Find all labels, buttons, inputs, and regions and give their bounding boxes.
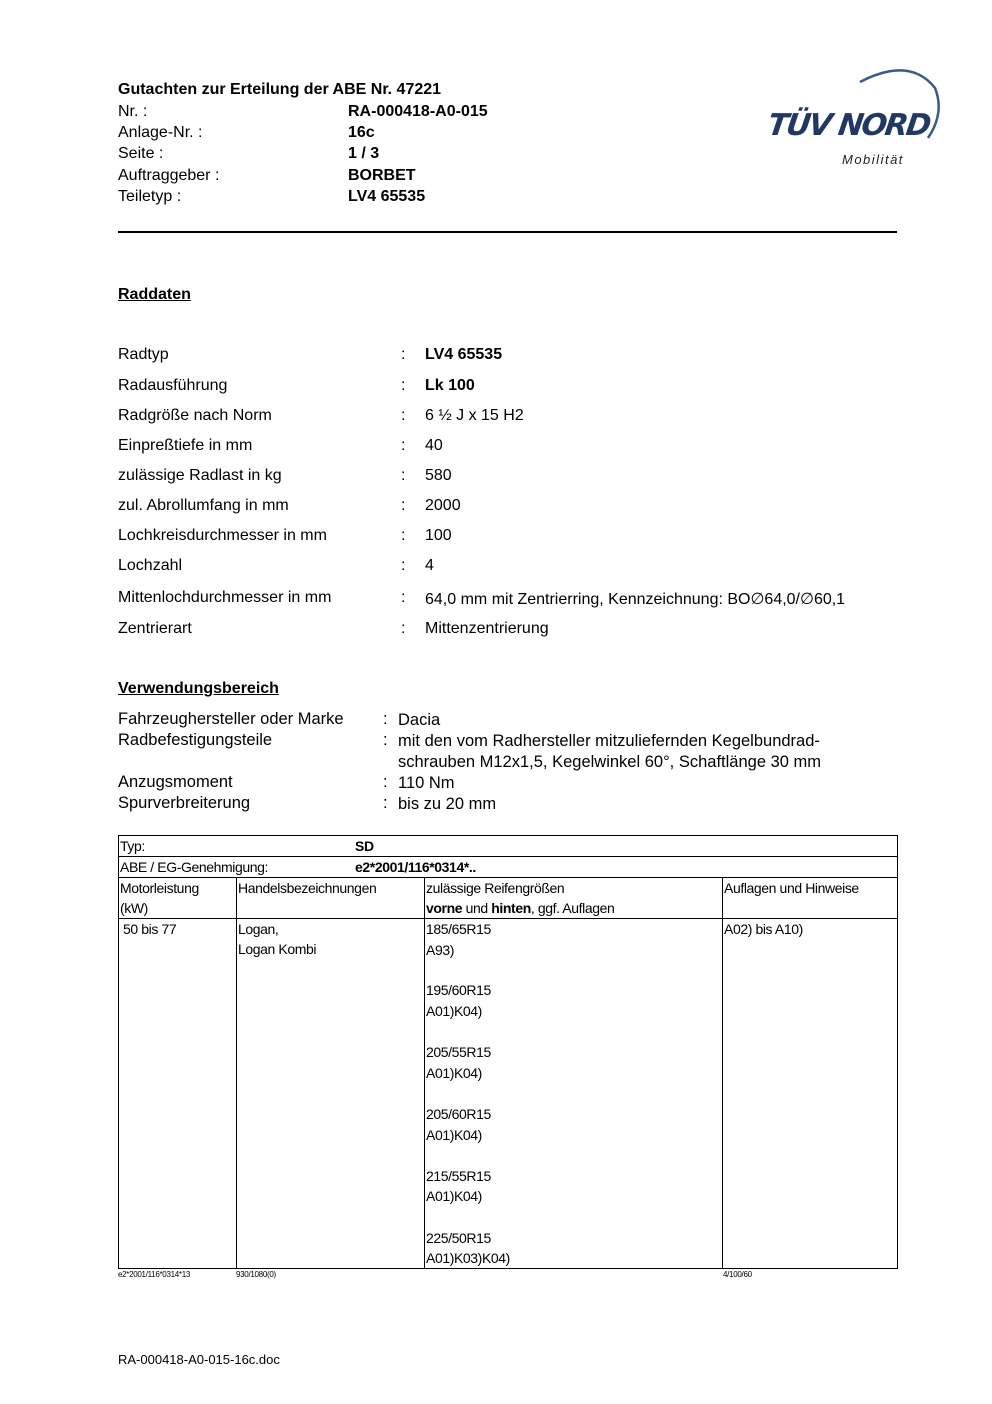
tyre-size: 205/55R15	[426, 1044, 491, 1060]
raddaten-row	[118, 437, 908, 459]
header-row-auftraggeber	[118, 167, 678, 188]
header-label: Nr. :	[118, 103, 148, 120]
raddaten-value: 64,0 mm mit Zentrierring, Kennzeichnung: BO∅64,0/∅60,1	[425, 591, 846, 608]
verwendung-colon: :	[383, 773, 388, 791]
table-footer-left: e2*2001/116*0314*13	[118, 1270, 191, 1279]
raddaten-colon: :	[401, 437, 406, 454]
raddaten-row	[118, 620, 908, 642]
verwendung-value: mit den vom Radhersteller mitzuliefernden Kegelbundrad-	[398, 732, 820, 750]
tyre-size: 185/65R15	[426, 921, 491, 937]
verwendung-value: bis zu 20 mm	[398, 795, 497, 813]
table-footer-mid: 930/1080(0)	[236, 1270, 276, 1279]
verwendung-colon: :	[383, 794, 388, 812]
typ-label: Typ:	[120, 838, 145, 854]
raddaten-value: 580	[425, 467, 452, 484]
raddaten-label: Radausführung	[118, 377, 228, 394]
abe-label: ABE / EG-Genehmigung:	[120, 859, 269, 875]
header-divider	[118, 231, 897, 233]
column-header-reifengroessen-sub	[426, 898, 614, 918]
raddaten-value: 100	[425, 527, 452, 544]
vehicle-table	[118, 835, 898, 1269]
raddaten-colon: :	[401, 620, 406, 637]
header-label: Teiletyp :	[118, 188, 182, 205]
header-row-nr	[118, 103, 678, 124]
verwendung-colon: :	[383, 731, 388, 749]
tyre-notes: A01)K04)	[426, 1003, 482, 1019]
header-row-anlage	[118, 124, 678, 145]
raddaten-value: 2000	[425, 497, 461, 514]
section-heading-raddaten: Raddaten	[118, 286, 191, 303]
column-header-auflagen: Auflagen und Hinweise	[724, 880, 859, 896]
header-label: Anlage-Nr. :	[118, 124, 203, 141]
tyre-size: 215/55R15	[426, 1168, 491, 1184]
raddaten-value: 6 ½ J x 15 H2	[425, 407, 524, 424]
table-column-rule	[722, 877, 723, 1268]
verwendung-label: Radbefestigungsteile	[118, 731, 273, 749]
raddaten-row	[118, 497, 908, 519]
raddaten-label: zulässige Radlast in kg	[118, 467, 282, 484]
header-label: Seite :	[118, 145, 164, 162]
report-title: Gutachten zur Erteilung der ABE Nr. 47221	[118, 81, 442, 98]
auflagen-value: A02) bis A10)	[724, 921, 803, 937]
table-column-rule	[424, 877, 425, 1268]
raddaten-value: Lk 100	[425, 377, 475, 394]
tyre-size: 225/50R15	[426, 1230, 491, 1246]
raddaten-row	[118, 589, 908, 611]
table-footer-right: 4/100/60	[723, 1270, 752, 1279]
vorne-label: vorne	[426, 900, 463, 916]
tyre-notes: A01)K04)	[426, 1188, 482, 1204]
tyre-size: 195/60R15	[426, 982, 491, 998]
raddaten-value: 4	[425, 557, 434, 574]
tuv-nord-logo	[760, 58, 940, 173]
verwendung-colon: :	[383, 710, 388, 728]
verwendung-label: Fahrzeughersteller oder Marke	[118, 710, 344, 728]
raddaten-colon: :	[401, 407, 406, 424]
raddaten-colon: :	[401, 377, 406, 394]
tyre-size: 205/60R15	[426, 1106, 491, 1122]
raddaten-colon: :	[401, 467, 406, 484]
raddaten-label: Zentrierart	[118, 620, 192, 637]
tyre-notes: A01)K03)K04)	[426, 1250, 510, 1266]
column-header-reifengroessen: zulässige Reifengrößen	[426, 880, 565, 896]
logo-brand: TÜV NORD	[765, 108, 932, 143]
header-value: LV4 65535	[348, 188, 426, 205]
raddaten-label: Einpreßtiefe in mm	[118, 437, 253, 454]
raddaten-label: Radgröße nach Norm	[118, 407, 272, 424]
raddaten-label: Mittenlochdurchmesser in mm	[118, 589, 332, 606]
verwendung-value-continued: schrauben M12x1,5, Kegelwinkel 60°, Schaftlänge 30 mm	[398, 753, 822, 771]
motorleistung-value: 50 bis 77	[123, 921, 177, 937]
tyre-notes: A01)K04)	[426, 1127, 482, 1143]
raddaten-label: zul. Abrollumfang in mm	[118, 497, 289, 514]
abe-value: e2*2001/116*0314*..	[355, 859, 476, 875]
section-heading-verwendung: Verwendungsbereich	[118, 680, 279, 697]
raddaten-label: Lochzahl	[118, 557, 183, 574]
und-label: und	[462, 900, 492, 916]
raddaten-value: Mittenzentrierung	[425, 620, 549, 637]
raddaten-row	[118, 377, 908, 399]
tyre-notes: A01)K04)	[426, 1065, 482, 1081]
raddaten-value: LV4 65535	[425, 346, 503, 363]
raddaten-row	[118, 407, 908, 429]
header-row-teiletyp	[118, 188, 678, 209]
hinten-label: hinten	[491, 900, 531, 916]
raddaten-colon: :	[401, 497, 406, 514]
raddaten-row	[118, 557, 908, 579]
header-value: 16c	[348, 124, 375, 141]
tyre-notes: A93)	[426, 942, 454, 958]
header-value: RA-000418-A0-015	[348, 103, 488, 120]
verwendung-label: Anzugsmoment	[118, 773, 233, 791]
raddaten-row	[118, 346, 908, 368]
verwendung-label: Spurverbreiterung	[118, 794, 251, 812]
verwendung-value: Dacia	[398, 711, 441, 729]
handelsbezeichnung-2: Logan Kombi	[238, 941, 317, 957]
header-label: Auftraggeber :	[118, 167, 220, 184]
raddaten-value: 40	[425, 437, 443, 454]
raddaten-colon: :	[401, 527, 406, 544]
logo-subtitle: Mobilität	[842, 152, 904, 167]
auflagen-suffix: , ggf. Auflagen	[530, 900, 615, 916]
header-value: BORBET	[348, 167, 416, 184]
raddaten-label: Lochkreisdurchmesser in mm	[118, 527, 327, 544]
header-row-seite	[118, 145, 678, 166]
column-header-motorleistung: Motorleistung	[120, 880, 199, 896]
raddaten-row	[118, 527, 908, 549]
document-filename: RA-000418-A0-015-16c.doc	[118, 1352, 280, 1367]
raddaten-row	[118, 467, 908, 489]
typ-value: SD	[355, 838, 374, 854]
raddaten-colon: :	[401, 557, 406, 574]
raddaten-colon: :	[401, 346, 406, 363]
raddaten-label: Radtyp	[118, 346, 169, 363]
table-column-rule	[236, 877, 237, 1268]
header-value: 1 / 3	[348, 145, 380, 162]
column-header-motorleistung-unit: (kW)	[120, 900, 148, 916]
handelsbezeichnung-1: Logan,	[238, 921, 279, 937]
column-header-handelsbezeichnungen: Handelsbezeichnungen	[238, 880, 377, 896]
verwendung-value: 110 Nm	[398, 774, 455, 792]
raddaten-colon: :	[401, 589, 406, 606]
